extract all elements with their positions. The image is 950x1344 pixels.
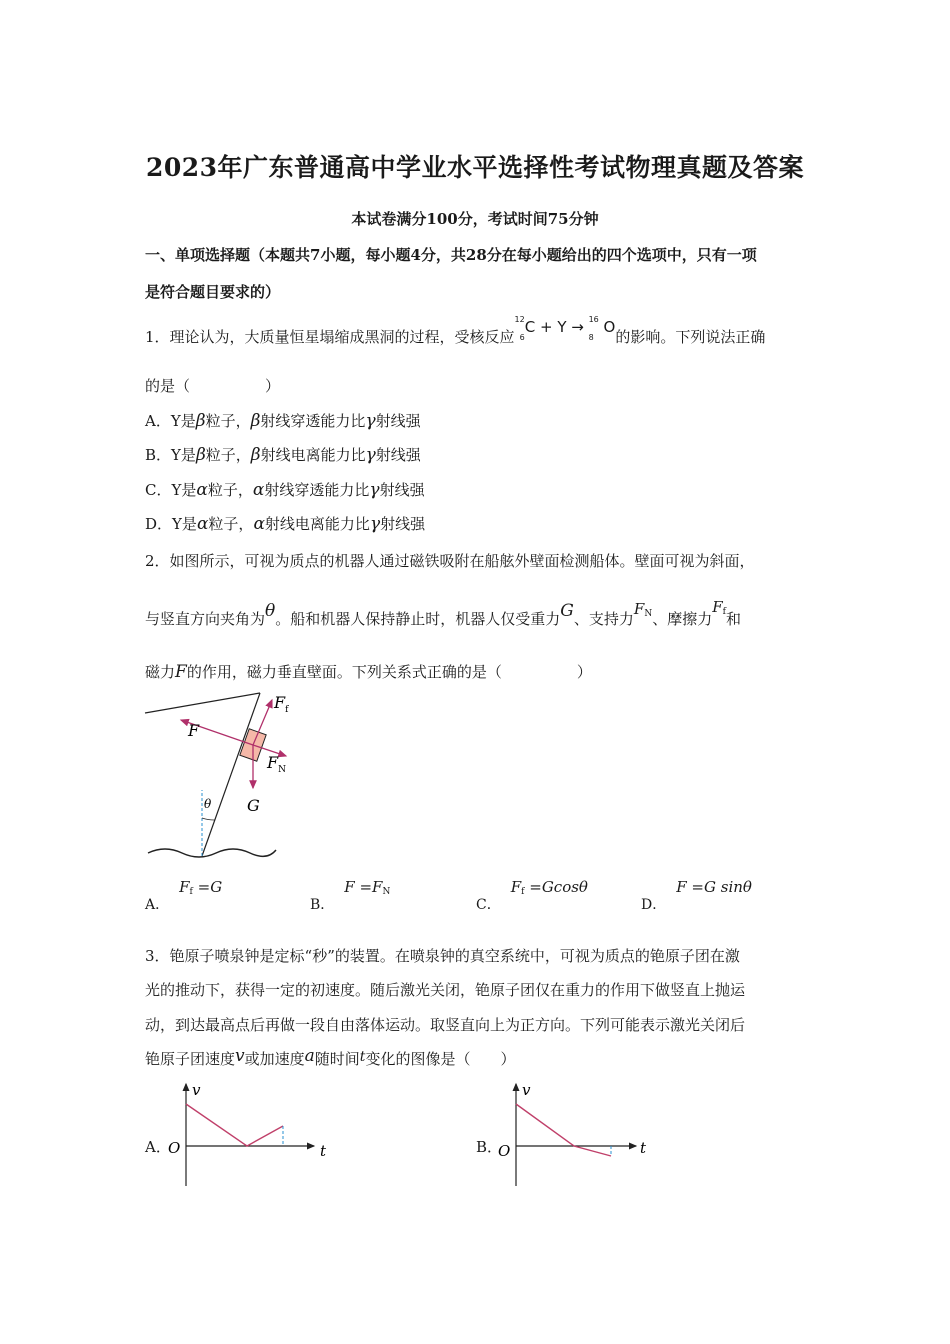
normal-force-symbol: $F_N$: [633, 600, 653, 619]
alpha-symbol: α: [196, 514, 209, 534]
beta-symbol: β: [250, 445, 261, 465]
q1-stem-line2: 的是（ ）: [145, 377, 281, 395]
alpha-symbol: α: [252, 480, 265, 500]
page-title: 2023年广东普通高中学业水平选择性考试物理真题及答案: [145, 153, 805, 182]
alpha-symbol: α: [253, 514, 265, 534]
q2-option-d[interactable]: D．F =G sinθ: [641, 878, 752, 913]
magnetic-force-symbol: F: [175, 662, 187, 682]
beta-symbol: β: [195, 411, 206, 431]
q1-stem: [145, 315, 766, 354]
alpha-symbol: α: [196, 480, 208, 500]
q3-option-b-letter[interactable]: B．: [476, 1138, 503, 1156]
acceleration-symbol: a: [304, 1046, 315, 1066]
origin-label: O: [498, 1142, 511, 1160]
beta-symbol: β: [250, 411, 261, 431]
hull-wall-line: [202, 693, 260, 856]
theta-arc: [202, 818, 215, 820]
q2-option-c[interactable]: C．$F_f =Gcos\theta$: [476, 878, 588, 913]
section-heading-line1: 一、单项选择题（本题共7小题，每小题4分，共28分在每小题给出的四个选项中，只有一项: [145, 246, 757, 264]
time-symbol: t: [359, 1049, 366, 1065]
q1-option-a[interactable]: A．Y是β粒子，β射线穿透能力比γ射线强: [145, 411, 421, 431]
theta-symbol: θ: [265, 601, 276, 621]
q2-option-b[interactable]: B．$F =F_N$: [310, 878, 391, 913]
q1-stem-post: 的影响。下列说法正确: [615, 328, 766, 346]
q2-stem-line2: 与竖直方向夹角为θ。船和机器人保持静止时，机器人仅受重力G、支持力$F_N$、摩擦力$F_f$和: [145, 598, 741, 628]
water-wave: [148, 849, 276, 857]
origin-label: O: [168, 1139, 181, 1157]
gamma-symbol: γ: [365, 445, 376, 465]
q3-option-a-graph[interactable]: [162, 1078, 337, 1190]
g-label: G: [247, 796, 260, 815]
q1-option-c[interactable]: C．Y是α粒子，α射线穿透能力比γ射线强: [145, 480, 425, 500]
q2-stem-line3: 磁力F的作用，磁力垂直壁面。下列关系式正确的是（ ）: [145, 662, 592, 682]
ship-deck-line: [145, 693, 260, 713]
gamma-symbol: γ: [369, 480, 380, 500]
exam-info: 本试卷满分100分，考试时间75分钟: [351, 210, 599, 228]
gamma-symbol: γ: [369, 514, 381, 534]
reaction-right: O: [598, 318, 616, 336]
velocity-symbol: v: [235, 1046, 245, 1066]
o-atomic-number: 8: [588, 333, 594, 342]
gamma-symbol: γ: [365, 411, 376, 431]
v-axis-label: v: [192, 1081, 201, 1099]
q3-option-b-graph[interactable]: [494, 1078, 669, 1190]
velocity-curve: [516, 1104, 611, 1156]
q1-option-d[interactable]: D．Y是α粒子，α射线电离能力比γ射线强: [145, 514, 426, 534]
t-axis-label: t: [320, 1142, 327, 1160]
q1-option-b[interactable]: B．Y是β粒子，β射线电离能力比γ射线强: [145, 445, 421, 465]
friction-force-symbol: $F_f$: [712, 598, 726, 617]
q1-stem-pre: 1．理论认为，大质量恒星塌缩成黑洞的过程，受核反应: [145, 328, 515, 346]
theta-label: θ: [204, 797, 212, 811]
q1-nuclear-reaction: [514, 315, 616, 344]
gravity-symbol: G: [560, 601, 574, 621]
q3-stem-line4: 铯原子团速度v或加速度a随时间t变化的图像是（ ）: [145, 1046, 516, 1068]
ff-label: $F_f$: [274, 693, 289, 715]
q2-robot-wall-diagram: [140, 688, 290, 866]
reaction-left: C + Y →: [524, 318, 589, 336]
c-atomic-number: 6: [519, 333, 525, 342]
fn-label: $F_N$: [267, 753, 286, 775]
q2-option-a[interactable]: A．$F_f =G$: [145, 878, 223, 913]
q3-option-a-letter[interactable]: A．: [145, 1138, 171, 1156]
section-heading-line2: 是符合题目要求的）: [145, 283, 281, 301]
q2-stem-line1: 2．如图所示，可视为质点的机器人通过磁铁吸附在船舷外壁面检测船体。壁面可视为斜面，: [145, 552, 755, 570]
velocity-curve: [186, 1104, 283, 1146]
beta-symbol: β: [195, 445, 206, 465]
o-mass-number: 16: [588, 315, 599, 324]
v-axis-label: v: [522, 1081, 531, 1099]
f-label: F: [188, 721, 200, 740]
q3-stem-line1: 3．铯原子喷泉钟是定标“秒”的装置。在喷泉钟的真空系统中，可视为质点的铯原子团在激: [145, 947, 740, 965]
q3-stem-line3: 动，到达最高点后再做一段自由落体运动。取竖直向上为正方向。下列可能表示激光关闭后: [145, 1016, 746, 1034]
c-mass-number: 12: [514, 315, 525, 324]
q3-stem-line2: 光的推动下，获得一定的初速度。随后激光关闭，铯原子团仅在重力的作用下做竖直上抛运: [145, 981, 746, 999]
t-axis-label: t: [640, 1139, 647, 1157]
